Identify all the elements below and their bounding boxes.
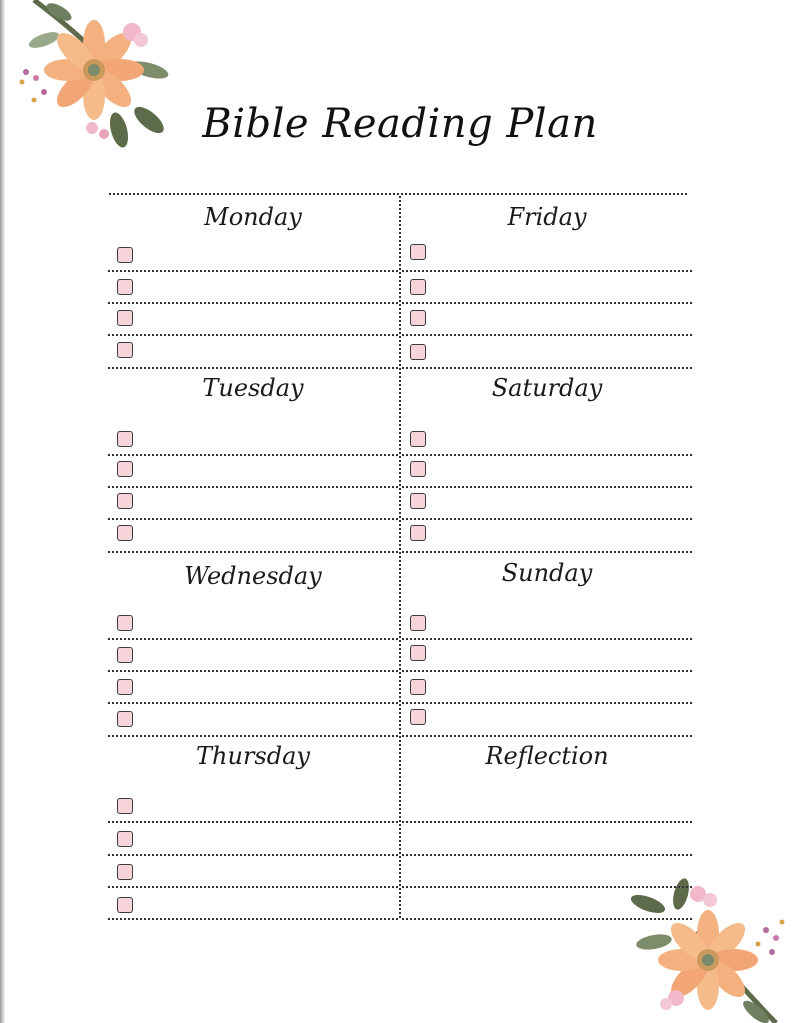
- saturday-checkbox-2[interactable]: [410, 461, 426, 477]
- floral-corner-bottom-right-icon: [626, 882, 794, 1023]
- sunday-checkbox-2[interactable]: [410, 645, 426, 661]
- sunday-writing-line-2: [402, 670, 692, 672]
- sunday-checkbox-3[interactable]: [410, 679, 426, 695]
- wednesday-checkbox-4[interactable]: [117, 711, 133, 727]
- reflection-writing-line-1: [402, 821, 692, 823]
- top-divider: [109, 193, 687, 195]
- thursday-writing-line-2: [108, 854, 398, 856]
- thursday-writing-line-4: [108, 918, 398, 920]
- monday-writing-line-1: [108, 270, 398, 272]
- reflection-writing-line-2: [402, 854, 692, 856]
- friday-checkbox-4[interactable]: [410, 344, 426, 360]
- thursday-checkbox-2[interactable]: [117, 831, 133, 847]
- tuesday-checkbox-1[interactable]: [117, 431, 133, 447]
- wednesday-writing-line-2: [108, 670, 398, 672]
- thursday-checkbox-3[interactable]: [117, 864, 133, 880]
- friday-checkbox-2[interactable]: [410, 279, 426, 295]
- friday-writing-line-1: [402, 270, 692, 272]
- sunday-writing-line-4: [402, 735, 692, 737]
- thursday-checkbox-1[interactable]: [117, 798, 133, 814]
- day-heading-saturday: Saturday: [491, 374, 603, 402]
- day-heading-sunday: Sunday: [501, 559, 593, 587]
- day-heading-thursday: Thursday: [196, 742, 310, 770]
- friday-checkbox-1[interactable]: [410, 244, 426, 260]
- monday-checkbox-1[interactable]: [117, 247, 133, 263]
- friday-writing-line-2: [402, 302, 692, 304]
- saturday-checkbox-1[interactable]: [410, 431, 426, 447]
- wednesday-writing-line-1: [108, 638, 398, 640]
- page-title: Bible Reading Plan: [202, 101, 598, 147]
- monday-writing-line-4: [108, 367, 398, 369]
- monday-writing-line-2: [108, 302, 398, 304]
- tuesday-writing-line-4: [108, 551, 398, 553]
- wednesday-checkbox-1[interactable]: [117, 615, 133, 631]
- saturday-writing-line-4: [402, 551, 692, 553]
- friday-checkbox-3[interactable]: [410, 310, 426, 326]
- thursday-writing-line-1: [108, 821, 398, 823]
- monday-checkbox-4[interactable]: [117, 342, 133, 358]
- sunday-checkbox-4[interactable]: [410, 709, 426, 725]
- floral-corner-top-left-icon: [14, 0, 174, 150]
- day-heading-tuesday: Tuesday: [202, 374, 304, 402]
- monday-checkbox-2[interactable]: [117, 279, 133, 295]
- column-divider: [399, 196, 401, 918]
- tuesday-checkbox-4[interactable]: [117, 525, 133, 541]
- thursday-checkbox-4[interactable]: [117, 897, 133, 913]
- day-heading-monday: Monday: [204, 203, 302, 231]
- day-heading-friday: Friday: [507, 203, 587, 231]
- tuesday-writing-line-2: [108, 486, 398, 488]
- day-heading-reflection: Reflection: [485, 742, 609, 770]
- wednesday-writing-line-3: [108, 702, 398, 704]
- saturday-checkbox-3[interactable]: [410, 493, 426, 509]
- reflection-writing-line-4: [402, 918, 692, 920]
- wednesday-checkbox-3[interactable]: [117, 679, 133, 695]
- saturday-writing-line-2: [402, 486, 692, 488]
- monday-checkbox-3[interactable]: [117, 310, 133, 326]
- sunday-checkbox-1[interactable]: [410, 615, 426, 631]
- sunday-writing-line-3: [402, 702, 692, 704]
- friday-writing-line-3: [402, 334, 692, 336]
- thursday-writing-line-3: [108, 886, 398, 888]
- tuesday-writing-line-1: [108, 454, 398, 456]
- sunday-writing-line-1: [402, 638, 692, 640]
- saturday-writing-line-3: [402, 518, 692, 520]
- saturday-writing-line-1: [402, 454, 692, 456]
- page-edge-shadow: [0, 0, 5, 1023]
- tuesday-writing-line-3: [108, 518, 398, 520]
- saturday-checkbox-4[interactable]: [410, 525, 426, 541]
- wednesday-writing-line-4: [108, 735, 398, 737]
- reflection-writing-line-3: [402, 886, 692, 888]
- tuesday-checkbox-3[interactable]: [117, 493, 133, 509]
- friday-writing-line-4: [402, 367, 692, 369]
- wednesday-checkbox-2[interactable]: [117, 647, 133, 663]
- tuesday-checkbox-2[interactable]: [117, 461, 133, 477]
- monday-writing-line-3: [108, 334, 398, 336]
- day-heading-wednesday: Wednesday: [184, 562, 322, 590]
